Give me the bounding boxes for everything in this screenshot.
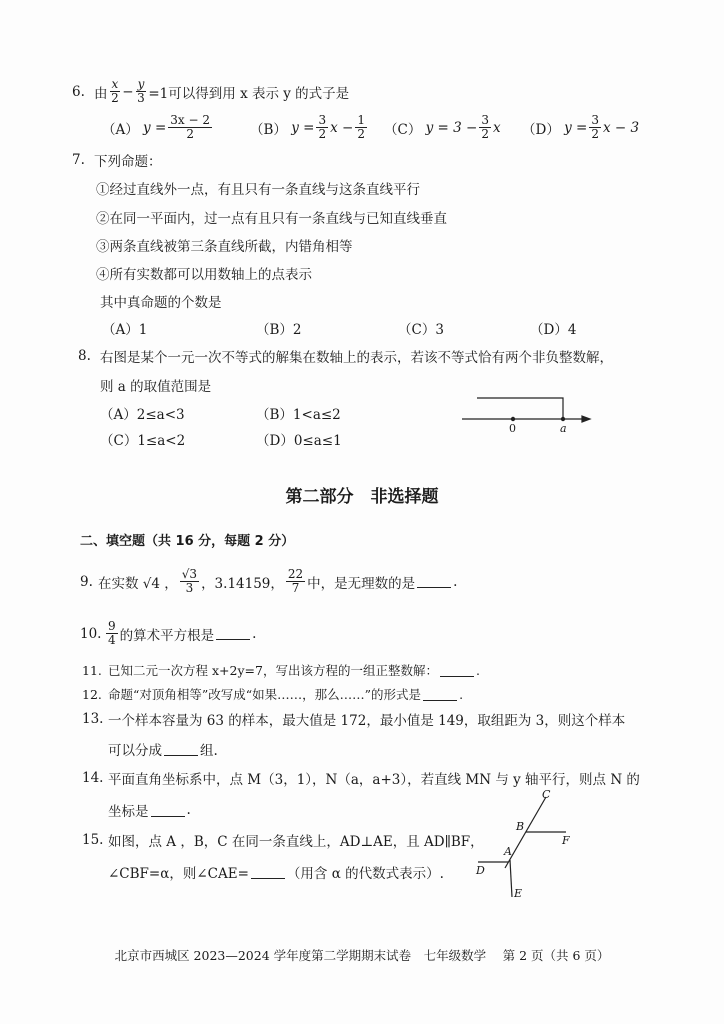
solution-bracket	[477, 398, 563, 419]
text: 已知二元一次方程 x+2y=7，写出该方程的一组正整数解：	[108, 663, 438, 678]
label-d: D	[476, 864, 485, 877]
label-f: F	[562, 834, 570, 847]
option-label: （A）	[102, 121, 139, 138]
question-number: 10.	[80, 625, 102, 642]
question-number: 11.	[82, 662, 102, 678]
label-c: C	[542, 788, 551, 801]
numerator: √3	[181, 567, 198, 581]
label-e: E	[514, 887, 523, 900]
text: y =	[291, 119, 315, 136]
numerator: 3	[318, 113, 327, 127]
geometry-figure	[478, 797, 566, 897]
question-10	[80, 620, 256, 647]
option-label: （B）	[250, 121, 287, 138]
text: 命题“对顶角相等”改写成“如果……，那么……”的形式是	[108, 687, 422, 702]
text: 中，是无理数的是	[307, 575, 416, 592]
denominator: 4	[108, 633, 116, 647]
option-label: （D）	[522, 121, 560, 138]
text: x − 3	[603, 119, 640, 136]
denominator: 2	[481, 127, 489, 141]
question-number: 12.	[82, 686, 102, 702]
numerator: 22	[287, 567, 304, 581]
fraction	[106, 620, 118, 647]
question-ask: 其中真命题的个数是	[100, 295, 222, 311]
question-14	[82, 768, 640, 788]
denominator: 2	[591, 127, 599, 141]
denominator: 7	[291, 581, 300, 595]
denominator: 3	[185, 581, 194, 595]
option-b: （B）2	[256, 322, 302, 338]
option-a: （A）1	[102, 322, 148, 338]
option-d: （D）0≤a≤1	[256, 433, 342, 449]
denominator: 3	[137, 91, 145, 105]
fraction	[286, 568, 305, 595]
denominator: 2	[186, 127, 194, 141]
text: 由	[94, 85, 108, 102]
question-number: 9.	[80, 573, 93, 590]
option-c: （C）1≤a<2	[100, 433, 186, 449]
label-a: A	[504, 845, 512, 858]
answer-blank[interactable]	[440, 664, 474, 677]
text: 的算术平方根是	[119, 627, 215, 644]
answer-blank[interactable]	[216, 627, 250, 640]
text: 下列命题：	[94, 154, 162, 170]
question-number: 8.	[78, 348, 91, 364]
text: 坐标是	[108, 804, 149, 820]
numerator: 3	[481, 113, 489, 127]
question-13	[82, 709, 625, 729]
section-heading: 二、填空题（共 16 分，每题 2 分）	[80, 534, 295, 549]
question-9	[80, 568, 457, 595]
proposition-1: ①经过直线外一点，有且只有一条直线与这条直线平行	[96, 182, 420, 198]
text: =1可以得到用 x 表示 y 的式子是	[148, 85, 350, 102]
text: 在实数 √4 ，	[98, 575, 178, 592]
number-line-figure	[462, 398, 590, 422]
part-heading: 第二部分 非选择题	[285, 487, 439, 507]
text: −	[122, 83, 134, 100]
point-a	[561, 417, 564, 420]
question-13-cont	[108, 739, 218, 759]
question-number: 7.	[72, 152, 85, 168]
axis-label-zero: 0	[509, 422, 516, 435]
text: x −	[330, 119, 354, 136]
question-11	[82, 661, 480, 679]
option-a: （A）2≤a<3	[100, 407, 185, 423]
text: 一个样本容量为 63 的样本，最大值是 172，最小值是 149，取组距为 3，则这个样本	[108, 713, 626, 729]
question-14-cont	[108, 800, 191, 820]
answer-blank[interactable]	[164, 743, 198, 756]
fraction	[180, 568, 199, 595]
answer-blank[interactable]	[251, 866, 285, 879]
question-12	[82, 685, 463, 703]
text: y =	[564, 119, 588, 136]
text: .	[475, 662, 480, 678]
page-footer: 北京市西城区 2023—2024 学年度第二学期期末试卷 七年级数学 第 2 页（共 6 页）	[114, 948, 610, 963]
question-number: 15.	[82, 832, 104, 848]
text: y =	[143, 119, 167, 136]
text: 平面直角坐标系中，点 M（3，1），N（a，a+3），若直线 MN 与 y 轴平行，则点 N 的	[108, 772, 640, 788]
axis-label-a: a	[560, 422, 567, 435]
option-b: （B）1<a≤2	[256, 407, 341, 423]
text: .	[453, 573, 458, 590]
text: .	[252, 625, 257, 642]
arrow-icon	[582, 416, 590, 422]
denominator: 2	[318, 127, 327, 141]
proposition-2: ②在同一平面内，过一点有且只有一条直线与已知直线垂直	[96, 211, 447, 227]
text: ∠CBF=α，则∠CAE=	[108, 866, 249, 882]
numerator: 3	[591, 113, 599, 127]
numerator: 9	[108, 619, 116, 633]
numerator: y	[137, 77, 145, 91]
label-b: B	[516, 820, 525, 833]
question-15-cont	[108, 862, 444, 882]
numerator: x	[111, 77, 119, 91]
text: （用含 α 的代数式表示）.	[286, 866, 444, 882]
text: 组.	[200, 743, 218, 759]
option-d: （D）4	[530, 322, 577, 338]
text: .	[459, 686, 464, 702]
question-number: 13.	[82, 711, 104, 727]
option-label: （C）	[384, 121, 422, 138]
denominator: 2	[111, 91, 119, 105]
question-15	[82, 830, 484, 850]
answer-blank[interactable]	[423, 688, 457, 701]
text: x	[493, 119, 501, 136]
point-zero	[511, 417, 514, 420]
text: 可以分成	[108, 743, 162, 759]
proposition-3: ③两条直线被第三条直线所截，内错角相等	[96, 239, 353, 255]
text: y = 3 −	[425, 119, 478, 136]
text: .	[186, 802, 191, 818]
numerator: 1	[357, 113, 365, 127]
numerator: 3x − 2	[170, 113, 211, 127]
denominator: 2	[357, 127, 365, 141]
text: 右图是某个一元一次不等式的解集在数轴上的表示，若该不等式恰有两个非负整数解，	[100, 350, 613, 366]
proposition-4: ④所有实数都可以用数轴上的点表示	[96, 267, 312, 283]
answer-blank[interactable]	[417, 575, 451, 588]
question-number: 14.	[82, 770, 104, 786]
text: 如图，点 A ，B，C 在同一条直线上，AD⊥AE，且 AD∥BF，	[108, 834, 484, 850]
answer-blank[interactable]	[151, 804, 185, 817]
line-ae	[510, 860, 512, 897]
text: ，3.14159，	[201, 575, 284, 592]
question-number: 6.	[72, 83, 85, 100]
option-c: （C）3	[398, 322, 444, 338]
text: 则 a 的取值范围是	[100, 379, 212, 395]
